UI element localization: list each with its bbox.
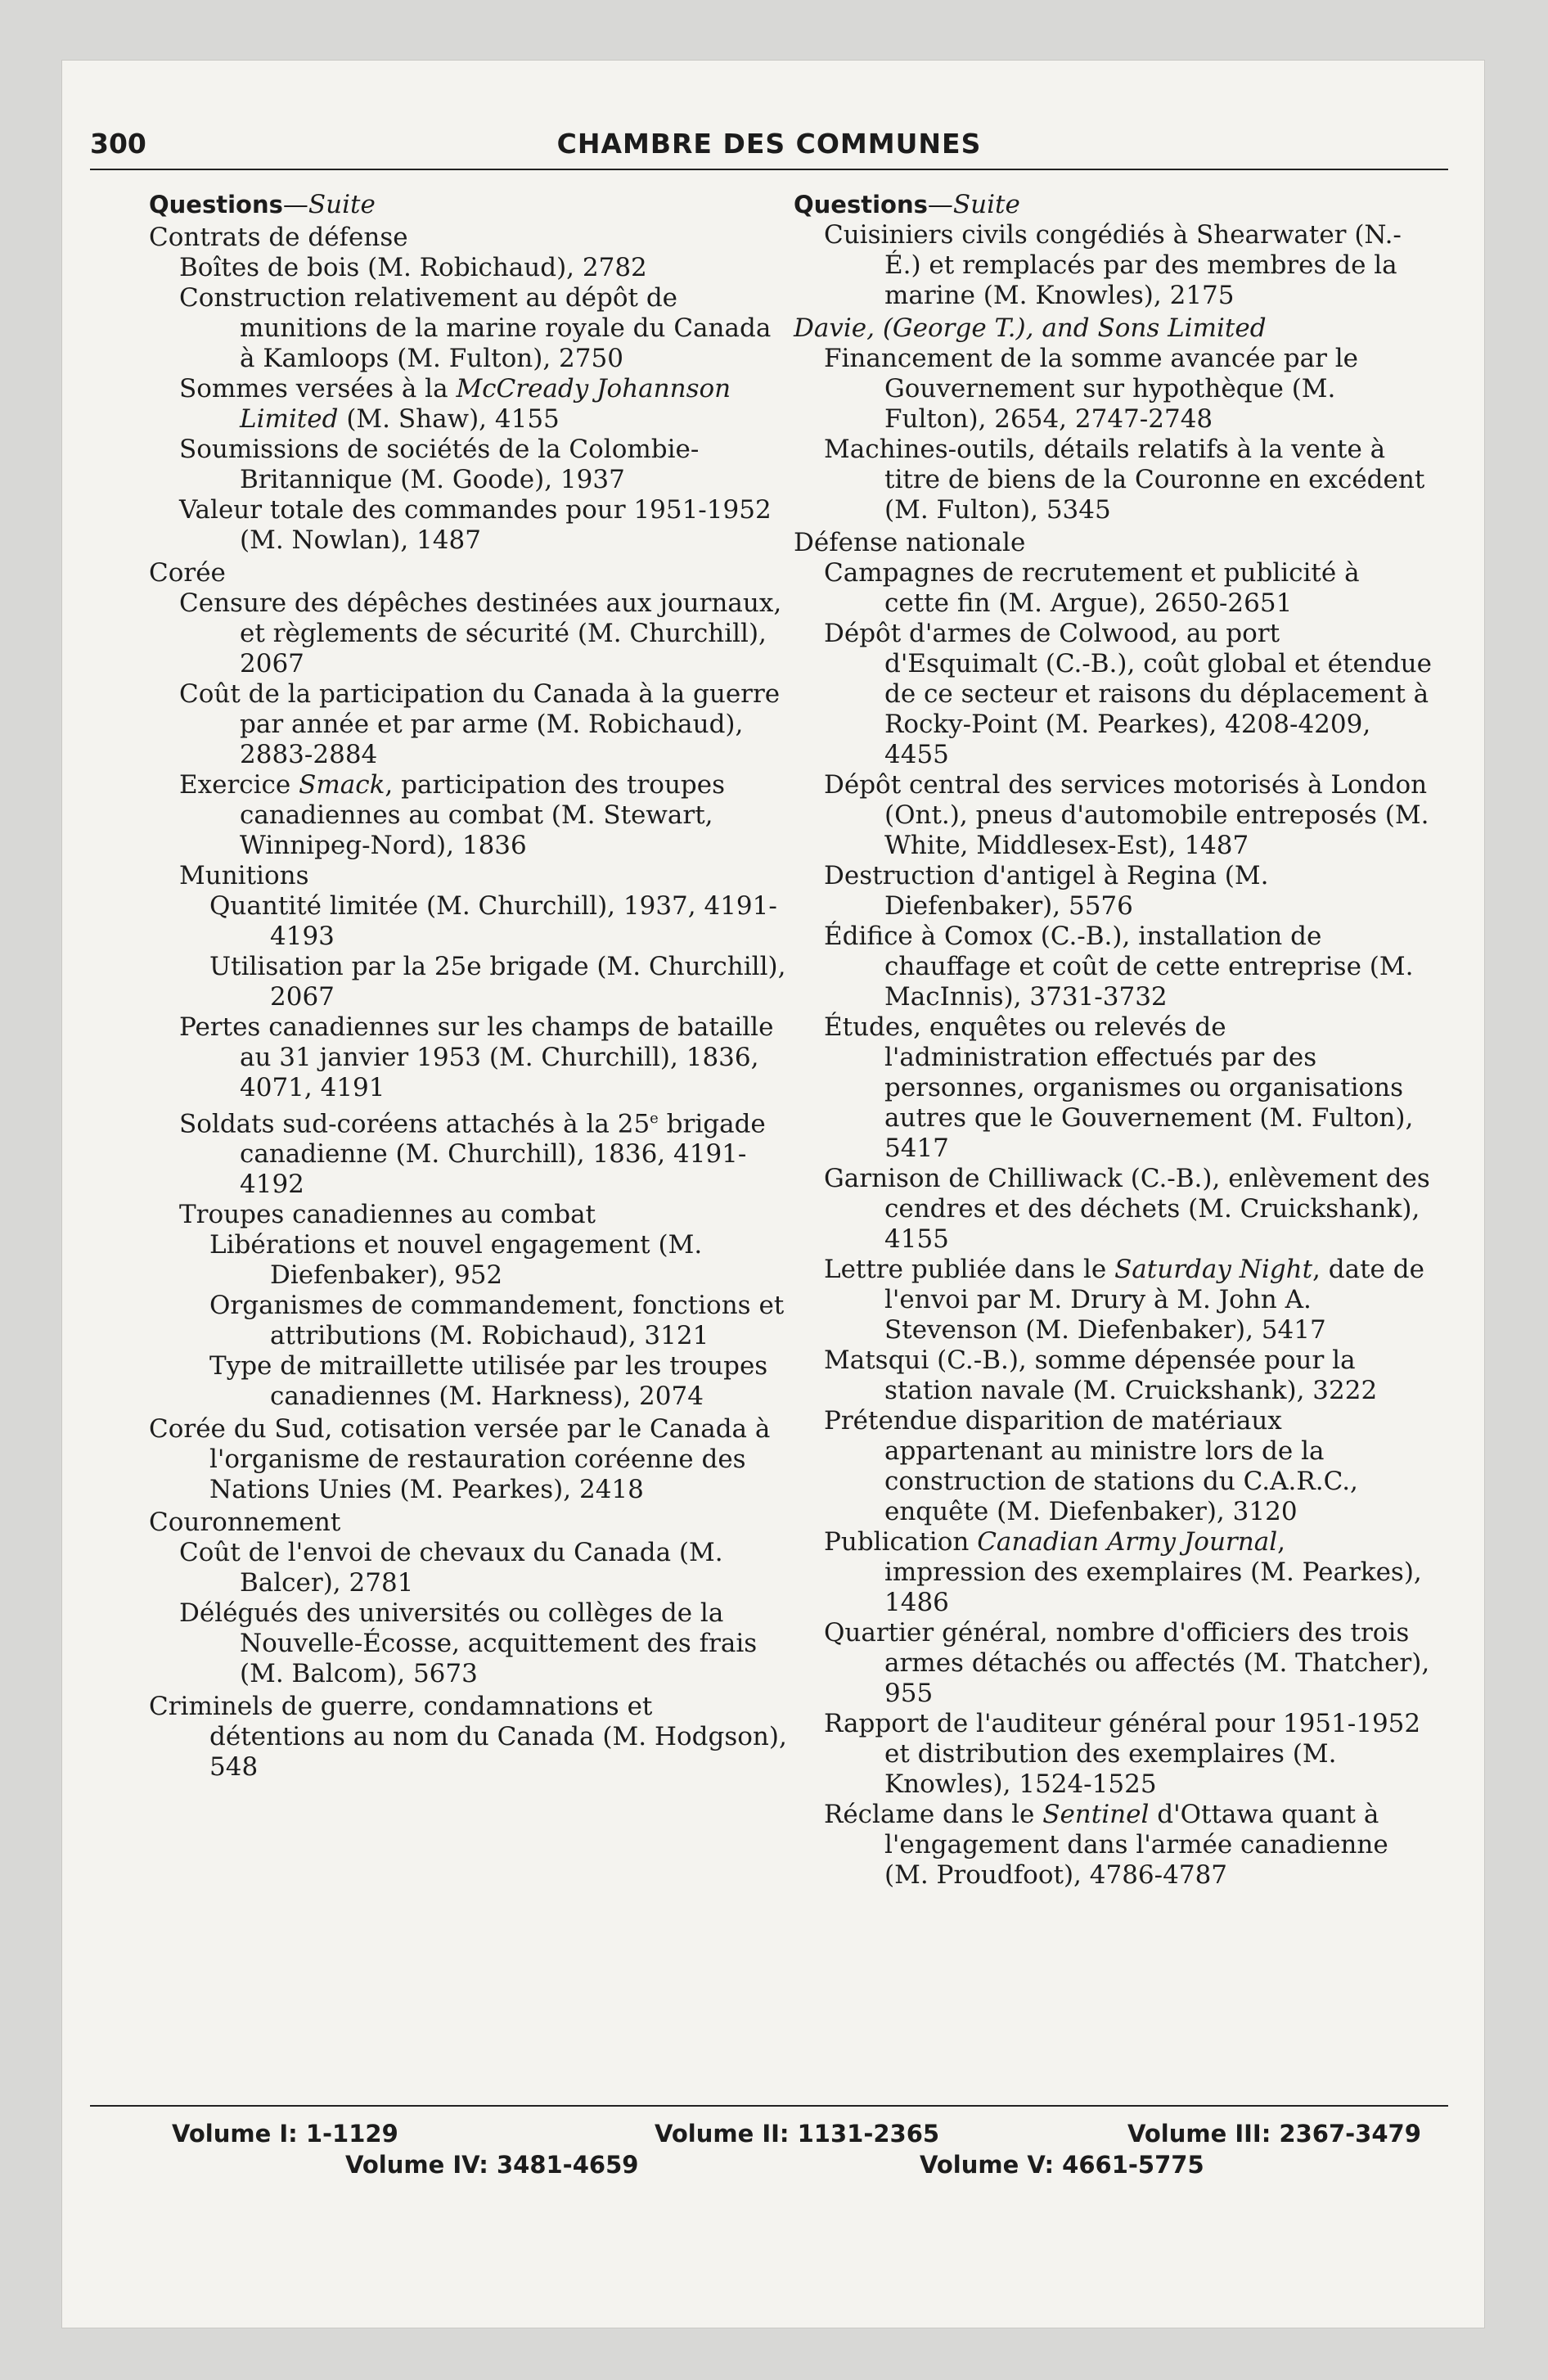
volume-range: Volume IV: 3481-4659 [345,2151,639,2179]
entry-text-part: Troupes canadiennes au combat [179,1200,596,1230]
entry-text-part: Questions [794,191,928,219]
volume-range: Volume V: 4661-5775 [920,2151,1204,2179]
index-entry [794,344,1432,435]
index-entry [794,619,1432,770]
index-entry [794,1346,1432,1406]
volume-range: Volume III: 2367-3479 [1127,2120,1421,2148]
index-entry [794,770,1432,861]
index-entry [149,1351,787,1412]
entry-text-part: Organismes de commandement, fonctions et attributions (M. Robichaud), 3121 [209,1291,785,1351]
entry-text-part: Soumissions de sociétés de la Colombie-Britannique (M. Goode), 1937 [179,435,700,494]
entry-text-part: Financement de la somme avancée par le Gouvernement sur hypothèque (M. Fulton), 2654, 2747-2748 [824,344,1359,434]
index-entry [149,1103,787,1200]
entry-text-part: Corée [149,558,226,588]
entry-text-part: Smack [299,770,385,800]
index-entry [149,891,787,952]
header-rule [90,169,1448,170]
index-entry [149,283,787,374]
entry-text-part: Corée du Sud, cotisation versée par le Canada à l'organisme de restauration coréenne des Nations Unies (M. Pearkes), 2418 [149,1414,771,1505]
entry-text-part: Quartier général, nombre d'officiers des trois armes détachés ou affectés (M. Thatcher), 955 [824,1618,1430,1708]
entry-text-part: Pertes canadiennes sur les champs de bataille au 31 janvier 1953 (M. Churchill), 1836, 4071, 4191 [179,1012,774,1102]
entry-text-part: Défense nationale [794,528,1026,557]
entry-text-part: Suite [308,190,376,219]
index-entry [149,861,787,891]
entry-text-part: Dépôt d'armes de Colwood, au port d'Esquimalt (C.-B.), coût global et étendue de ce secteur et raisons du déplacement à Rocky-Point (M. Pearkes), 4208-4209, 4455 [824,619,1432,769]
entry-text-part: Davie, (George T.), and Sons Limited [794,313,1267,343]
index-entry [794,922,1432,1012]
entry-text-part: Délégués des universités ou collèges de la Nouvelle-Écosse, acquittement des frais (M. Balcom), 5673 [179,1598,758,1689]
entry-text-part: e [650,1110,659,1127]
index-entry [149,952,787,1012]
index-entry [149,770,787,861]
entry-text-part: , participation des troupes canadiennes au combat (M. Stewart, Winnipeg-Nord), 1836 [240,770,726,860]
entry-text-part: Matsqui (C.-B.), somme dépensée pour la station navale (M. Cruickshank), 3222 [824,1346,1378,1405]
entry-text-part: brigade canadienne (M. Churchill), 1836, 4191-4192 [240,1109,766,1200]
entry-text-part: (M. Shaw), 4155 [338,404,560,434]
index-entry [149,1291,787,1351]
volume-range: Volume II: 1131-2365 [655,2120,940,2148]
entry-text-part: Saturday Night [1114,1255,1313,1284]
index-heading [149,1692,787,1783]
entry-text-part: Coût de l'envoi de chevaux du Canada (M. Balcer), 2781 [179,1538,723,1598]
index-heading [794,313,1432,344]
index-entry [794,435,1432,525]
entry-text-part: Édifice à Comox (C.-B.), installation de chauffage et coût de cette entreprise (M. MacInnis), 3731-3732 [824,922,1414,1012]
entry-text-part: Munitions [179,861,309,890]
index-entry [794,1255,1432,1346]
index-heading [149,223,787,253]
volume-range: Volume I: 1-1129 [172,2120,398,2148]
entry-text-part: , impression des exemplaires (M. Pearkes), 1486 [884,1527,1422,1617]
index-entry [149,1200,787,1230]
entry-text-part: Dépôt central des services motorisés à London (Ont.), pneus d'automobile entreposés (M. White, Middlesex-Est), 1487 [824,770,1429,860]
index-entry [149,253,787,283]
entry-text-part: d'Ottawa quant à l'engagement dans l'armée canadienne (M. Proudfoot), 4786-4787 [884,1800,1388,1890]
index-heading [794,528,1432,558]
index-entry [149,1538,787,1598]
index-entry [794,220,1432,311]
entry-text-part: Soldats sud-coréens attachés à la 25 [179,1109,650,1139]
entry-text-part: Lettre publiée dans le [824,1255,1115,1284]
entry-text-part: Valeur totale des commandes pour 1951-1952 (M. Nowlan), 1487 [179,495,772,555]
entry-text-part: Prétendue disparition de matériaux appartenant au ministre lors de la construction de stations du C.A.R.C., enquête (M. Diefenbaker), 3120 [824,1406,1358,1526]
entry-text-part: Boîtes de bois (M. Robichaud), 2782 [179,253,647,282]
running-head: CHAMBRE DES COMMUNES [556,128,982,160]
entry-text-part: Coût de la participation du Canada à la guerre par année et par arme (M. Robichaud), 2883-2884 [179,679,781,769]
entry-text-part: — [282,190,308,219]
entry-text-part: Type de mitraillette utilisée par les troupes canadiennes (M. Harkness), 2074 [209,1351,768,1412]
entry-text-part: Garnison de Chilliwack (C.-B.), enlèvement des cendres et des déchets (M. Cruickshank), 4155 [824,1164,1430,1254]
index-entry [794,1164,1432,1255]
index-heading [149,190,787,220]
entry-text-part: Sentinel [1042,1800,1150,1829]
entry-text-part: Suite [952,190,1020,219]
index-entry [149,435,787,495]
index-entry [149,495,787,556]
entry-text-part: Sommes versées à la [179,374,457,403]
index-entry [794,1012,1432,1164]
index-entry [149,588,787,679]
index-entry [794,1709,1432,1800]
index-entry [149,679,787,770]
index-column-left [149,190,787,1783]
entry-text-part: McCready Johannson Limited [240,374,731,434]
index-entry [794,1527,1432,1618]
index-entry [794,1618,1432,1709]
entry-text-part: Censure des dépêches destinées aux journaux, et règlements de sécurité (M. Churchill), 2067 [179,588,782,678]
index-entry [794,1406,1432,1527]
entry-text-part: — [927,190,953,219]
index-heading [149,1414,787,1505]
entry-text-part: Machines-outils, détails relatifs à la vente à titre de biens de la Couronne en excédent (M. Fulton), 5345 [824,435,1425,525]
index-heading [149,558,787,588]
index-heading [149,1508,787,1538]
page-header [90,128,1448,170]
entry-text-part: Exercice [179,770,299,800]
entry-text-part: Canadian Army Journal [977,1527,1278,1557]
entry-text-part: Rapport de l'auditeur général pour 1951-1952 et distribution des exemplaires (M. Knowles), 1524-1525 [824,1709,1421,1799]
index-entry [149,1230,787,1291]
entry-text-part: Contrats de défense [149,223,408,252]
entry-text-part: Criminels de guerre, condamnations et détentions au nom du Canada (M. Hodgson), 548 [149,1692,787,1783]
index-entry [149,374,787,435]
entry-text-part: Destruction d'antigel à Regina (M. Diefenbaker), 5576 [824,861,1269,921]
index-entry [794,861,1432,922]
entry-text-part: Utilisation par la 25e brigade (M. Churchill), 2067 [209,952,786,1012]
page-number: 300 [90,128,146,160]
footer-rule [90,2105,1448,2107]
entry-text-part: , date de l'envoi par M. Drury à M. John A. Stevenson (M. Diefenbaker), 5417 [884,1255,1424,1345]
entry-text-part: Quantité limitée (M. Churchill), 1937, 4191-4193 [209,891,777,951]
entry-text-part: Campagnes de recrutement et publicité à cette fin (M. Argue), 2650-2651 [824,558,1360,618]
index-heading [794,190,1432,220]
index-entry [794,1800,1432,1891]
index-entry [149,1012,787,1103]
entry-text-part: Libérations et nouvel engagement (M. Diefenbaker), 952 [209,1230,703,1291]
entry-text-part: Publication [824,1527,978,1557]
index-entry [794,558,1432,619]
index-entry [149,1598,787,1689]
entry-text-part: Questions [149,191,283,219]
entry-text-part: Études, enquêtes ou relevés de l'administration effectués par des personnes, organismes ou organisations autres que le Gouvernement (M. Fulton), 5417 [824,1012,1414,1163]
index-column-right [794,190,1432,1891]
entry-text-part: Cuisiniers civils congédiés à Shearwater (N.-É.) et remplacés par des membres de la marine (M. Knowles), 2175 [824,220,1402,310]
entry-text-part: Construction relativement au dépôt de munitions de la marine royale du Canada à Kamloops (M. Fulton), 2750 [179,283,772,373]
entry-text-part: Réclame dans le [824,1800,1043,1829]
entry-text-part: Couronnement [149,1508,341,1538]
